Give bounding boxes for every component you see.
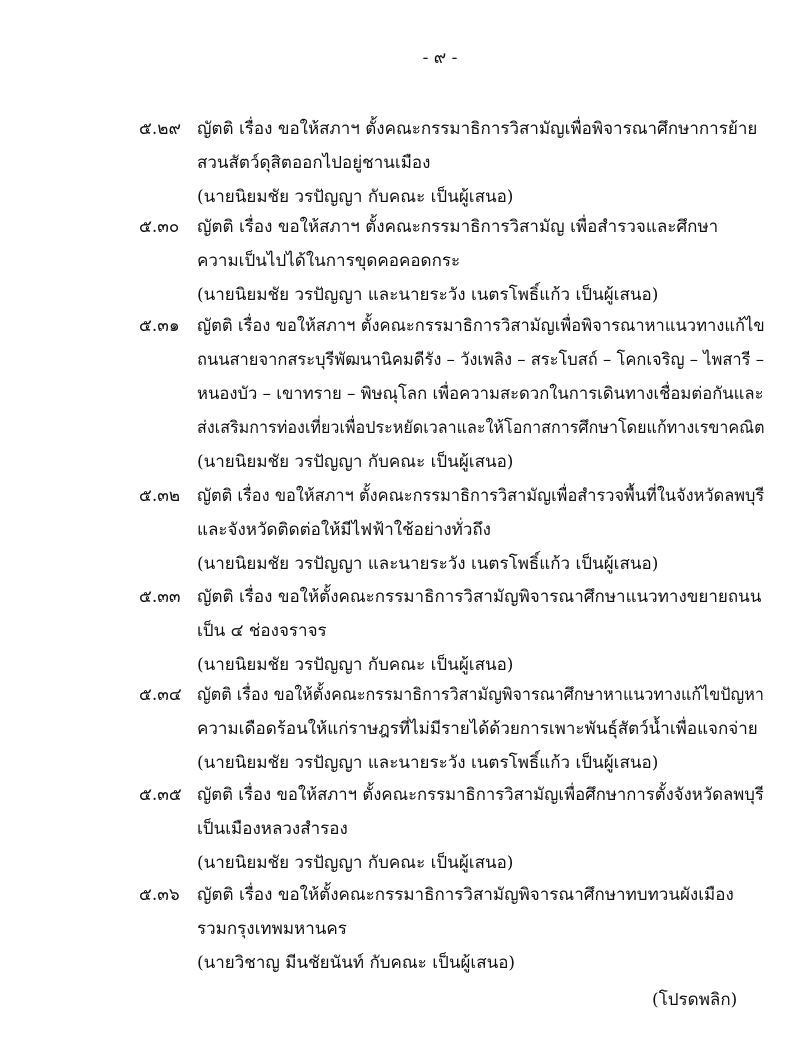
item-line: รวมกรุงเทพมหานคร xyxy=(197,919,347,939)
item-proposer: (นายนิยมชัย วรปัญญา กับคณะ เป็นผู้เสนอ) xyxy=(197,655,514,675)
item-proposer: (นายนิยมชัย วรปัญญา กับคณะ เป็นผู้เสนอ) xyxy=(197,187,514,207)
item-number: ๕.๓๒ xyxy=(139,486,181,506)
item-line: ญัตติ เรื่อง ขอให้ตั้งคณะกรรมาธิการวิสามัญพิจารณาศึกษาแนวทางขยายถนน xyxy=(197,587,762,607)
item-number: ๕.๓๐ xyxy=(139,217,180,237)
item-line: ความเป็นไปได้ในการขุดคอคอดกระ xyxy=(197,251,461,271)
item-line: ส่งเสริมการท่องเที่ยวเพื่อประหยัดเวลาและให้โอกาสการศึกษาโดยแก้ทางเรขาคณิต xyxy=(197,418,765,438)
item-line: ญัตติ เรื่อง ขอให้สภาฯ ตั้งคณะกรรมาธิการวิสามัญเพื่อสำรวจพื้นที่ในจังหวัดลพบุรี xyxy=(197,486,765,506)
item-line: ความเดือดร้อนให้แก่ราษฎรที่ไม่มีรายได้ด้วยการเพาะพันธุ์สัตว์น้ำเพื่อแจกจ่าย xyxy=(197,719,758,739)
item-line: หนองบัว – เขาทราย – พิษณุโลก เพื่อความสะดวกในการเดินทางเชื่อมต่อกันและ xyxy=(197,384,764,404)
item-proposer: (นายนิยมชัย วรปัญญา และนายระวัง เนตรโพธิ์แก้ว เป็นผู้เสนอ) xyxy=(197,285,659,305)
item-line: เป็น ๔ ช่องจราจร xyxy=(197,621,327,641)
please-turn-over-note: (โปรดพลิก) xyxy=(652,990,738,1010)
item-line: ญัตติ เรื่อง ขอให้สภาฯ ตั้งคณะกรรมาธิการวิสามัญเพื่อพิจารณาศึกษาการย้าย xyxy=(197,119,758,139)
item-line: เป็นเมืองหลวงสำรอง xyxy=(197,819,348,839)
item-number: ๕.๒๙ xyxy=(139,119,181,139)
item-number: ๕.๓๕ xyxy=(139,785,182,805)
item-line: ถนนสายจากสระบุรีพัฒนานิคมดีรัง – วังเพลิง – สระโบสถ์ – โคกเจริญ – ไพสารี – xyxy=(197,350,764,370)
item-proposer: (นายนิยมชัย วรปัญญา และนายระวัง เนตรโพธิ์แก้ว เป็นผู้เสนอ) xyxy=(197,554,659,574)
item-number: ๕.๓๔ xyxy=(139,685,182,705)
item-line: และจังหวัดติดต่อให้มีไฟฟ้าใช้อย่างทั่วถึง xyxy=(197,520,491,540)
item-line: ญัตติ เรื่อง ขอให้สภาฯ ตั้งคณะกรรมาธิการวิสามัญเพื่อศึกษาการตั้งจังหวัดลพบุรี xyxy=(197,785,764,805)
item-line: ญัตติ เรื่อง ขอให้ตั้งคณะกรรมาธิการวิสามัญพิจารณาศึกษาหาแนวทางแก้ไขปัญหา xyxy=(197,685,764,705)
item-proposer: (นายนิยมชัย วรปัญญา กับคณะ เป็นผู้เสนอ) xyxy=(197,452,514,472)
item-line: ญัตติ เรื่อง ขอให้สภาฯ ตั้งคณะกรรมาธิการวิสามัญเพื่อพิจารณาหาแนวทางแก้ไข xyxy=(197,316,765,336)
item-line: ญัตติ เรื่อง ขอให้ตั้งคณะกรรมาธิการวิสามัญพิจารณาศึกษาทบทวนผังเมือง xyxy=(197,885,734,905)
item-proposer: (นายนิยมชัย วรปัญญา กับคณะ เป็นผู้เสนอ) xyxy=(197,853,514,873)
item-line: สวนสัตว์ดุสิตออกไปอยู่ชานเมือง xyxy=(197,153,431,173)
item-proposer: (นายนิยมชัย วรปัญญา และนายระวัง เนตรโพธิ์แก้ว เป็นผู้เสนอ) xyxy=(197,753,659,773)
item-number: ๕.๓๓ xyxy=(139,587,181,607)
item-number: ๕.๓๖ xyxy=(139,885,180,905)
item-number: ๕.๓๑ xyxy=(139,316,180,336)
page-number: - ๙ - xyxy=(422,48,458,68)
item-proposer: (นายวิชาญ มีนชัยนันท์ กับคณะ เป็นผู้เสนอ) xyxy=(197,953,516,973)
item-line: ญัตติ เรื่อง ขอให้สภาฯ ตั้งคณะกรรมาธิการวิสามัญ เพื่อสำรวจและศึกษา xyxy=(197,217,719,237)
